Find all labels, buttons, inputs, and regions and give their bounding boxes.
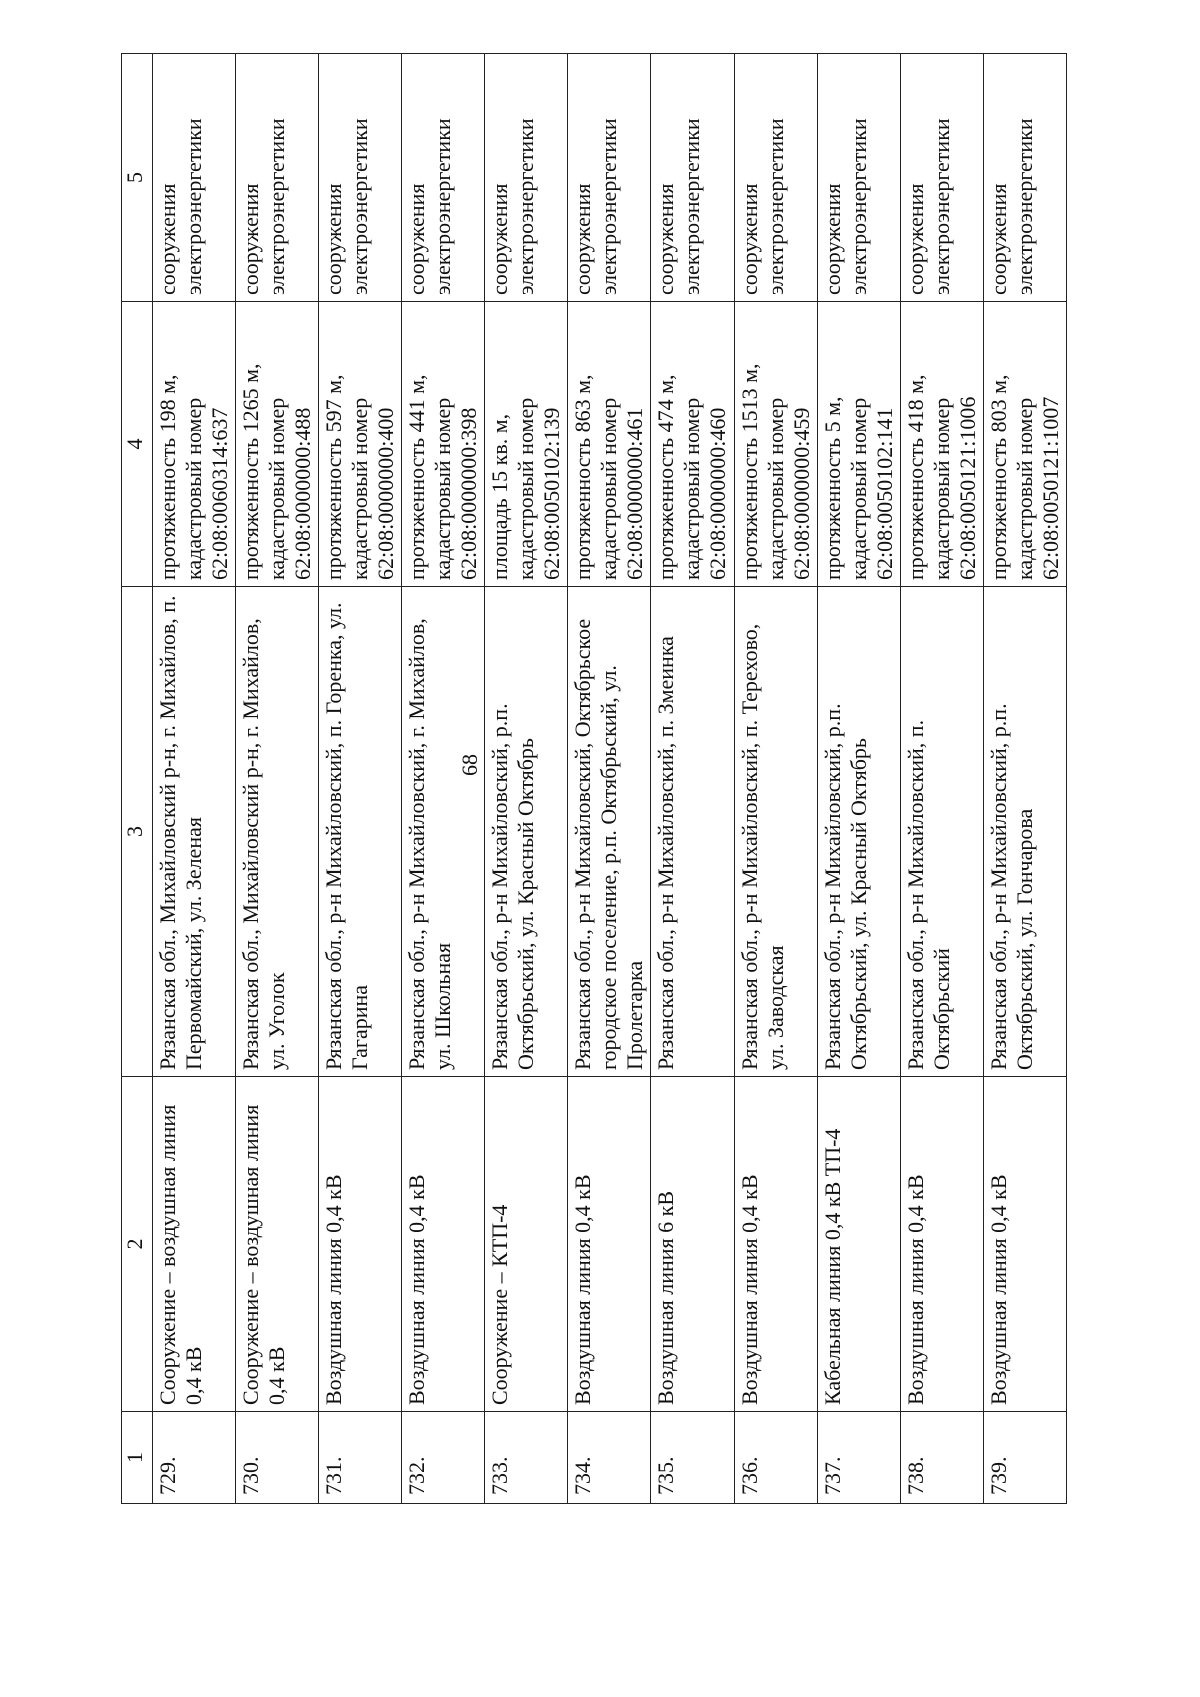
object-name-cell: Воздушная линия 0,4 кВ [402,1077,485,1412]
row-number-cell: 739. [983,1412,1066,1504]
characteristics-cell: протяженность 474 м, кадастровый номер 62:08:0000000:460 [651,302,734,587]
object-name-cell: Сооружение – КТП-4 [485,1077,568,1412]
characteristics-cell: протяженность 803 м, кадастровый номер 62:08:0050121:1007 [983,302,1066,587]
row-number-cell: 732. [402,1412,485,1504]
object-name-cell: Воздушная линия 0,4 кВ [983,1077,1066,1412]
object-name-cell: Воздушная линия 0,4 кВ [900,1077,983,1412]
object-name-cell: Воздушная линия 0,4 кВ [568,1077,651,1412]
object-name-cell: Воздушная линия 6 кВ [651,1077,734,1412]
object-name-cell: Воздушная линия 0,4 кВ [734,1077,817,1412]
address-cell: Рязанская обл., Михайловский р-н, г. Михайлов, п. Первомайский, ул. Зеленая [153,587,236,1077]
column-header-3: 3 [122,587,153,1077]
purpose-cell: сооружения электроэнергетики [319,54,402,302]
purpose-cell: сооружения электроэнергетики [402,54,485,302]
purpose-cell: сооружения электроэнергетики [734,54,817,302]
row-number-cell: 729. [153,1412,236,1504]
table-row [485,54,568,1504]
address-cell: Рязанская обл., р-н Михайловский, п. Горенка, ул. Гагарина [319,587,402,1077]
property-table [121,53,1067,1504]
purpose-cell: сооружения электроэнергетики [817,54,900,302]
table-row [402,54,485,1504]
purpose-cell: сооружения электроэнергетики [153,54,236,302]
table-row [983,54,1066,1504]
address-cell: Рязанская обл., р-н Михайловский, р.п. Октябрьский, ул. Красный Октябрь [485,587,568,1077]
row-number-cell: 733. [485,1412,568,1504]
table-row [651,54,734,1504]
column-header-2: 2 [122,1077,153,1412]
table-body [153,54,1067,1504]
purpose-cell: сооружения электроэнергетики [651,54,734,302]
address-cell: Рязанская обл., р-н Михайловский, п. Октябрьский [900,587,983,1077]
page-number: 68 [457,754,482,776]
characteristics-cell: протяженность 597 м, кадастровый номер 62:08:0000000:400 [319,302,402,587]
characteristics-cell: протяженность 863 м, кадастровый номер 62:08:0000000:461 [568,302,651,587]
column-header-1: 1 [122,1412,153,1504]
address-cell: Рязанская обл., р-н Михайловский, р.п. Октябрьский, ул. Гончарова [983,587,1066,1077]
table-row [568,54,651,1504]
header-row [122,54,153,1504]
object-name-cell: Воздушная линия 0,4 кВ [319,1077,402,1412]
purpose-cell: сооружения электроэнергетики [983,54,1066,302]
table-row [817,54,900,1504]
table-header [122,54,153,1504]
table-row [153,54,236,1504]
row-number-cell: 735. [651,1412,734,1504]
characteristics-cell: площадь 15 кв. м, кадастровый номер 62:08:0050102:139 [485,302,568,587]
table-row [734,54,817,1504]
address-cell: Рязанская обл., р-н Михайловский, п. Терехово, ул. Заводская [734,587,817,1077]
characteristics-cell: протяженность 198 м, кадастровый номер 62:08:0060314:637 [153,302,236,587]
purpose-cell: сооружения электроэнергетики [568,54,651,302]
column-header-5: 5 [122,54,153,302]
column-header-4: 4 [122,302,153,587]
address-cell: Рязанская обл., р-н Михайловский, г. Михайлов, ул. Школьная [402,587,485,1077]
row-number-cell: 736. [734,1412,817,1504]
address-cell: Рязанская обл., р-н Михайловский, Октябрьское городское поселение, р.п. Октябрьский, ул. Пролетарка [568,587,651,1077]
purpose-cell: сооружения электроэнергетики [236,54,319,302]
row-number-cell: 730. [236,1412,319,1504]
table-row [319,54,402,1504]
address-cell: Рязанская обл., р-н Михайловский, п. Змеинка [651,587,734,1077]
rotated-table-wrapper [121,54,1067,1504]
object-name-cell: Сооружение – воздушная линия 0,4 кВ [153,1077,236,1412]
address-cell: Рязанская обл., Михайловский р-н, г. Михайлов, ул. Уголок [236,587,319,1077]
characteristics-cell: протяженность 1513 м, кадастровый номер 62:08:0000000:459 [734,302,817,587]
purpose-cell: сооружения электроэнергетики [485,54,568,302]
characteristics-cell: протяженность 441 м, кадастровый номер 62:08:0000000:398 [402,302,485,587]
characteristics-cell: протяженность 418 м, кадастровый номер 62:08:0050121:1006 [900,302,983,587]
purpose-cell: сооружения электроэнергетики [900,54,983,302]
object-name-cell: Кабельная линия 0,4 кВ ТП-4 [817,1077,900,1412]
address-cell: Рязанская обл., р-н Михайловский, р.п. Октябрьский, ул. Красный Октябрь [817,587,900,1077]
characteristics-cell: протяженность 1265 м, кадастровый номер 62:08:0000000:488 [236,302,319,587]
table-row [236,54,319,1504]
table-row [900,54,983,1504]
object-name-cell: Сооружение – воздушная линия 0,4 кВ [236,1077,319,1412]
row-number-cell: 734. [568,1412,651,1504]
characteristics-cell: протяженность 5 м, кадастровый номер 62:08:0050102:141 [817,302,900,587]
row-number-cell: 737. [817,1412,900,1504]
row-number-cell: 731. [319,1412,402,1504]
row-number-cell: 738. [900,1412,983,1504]
